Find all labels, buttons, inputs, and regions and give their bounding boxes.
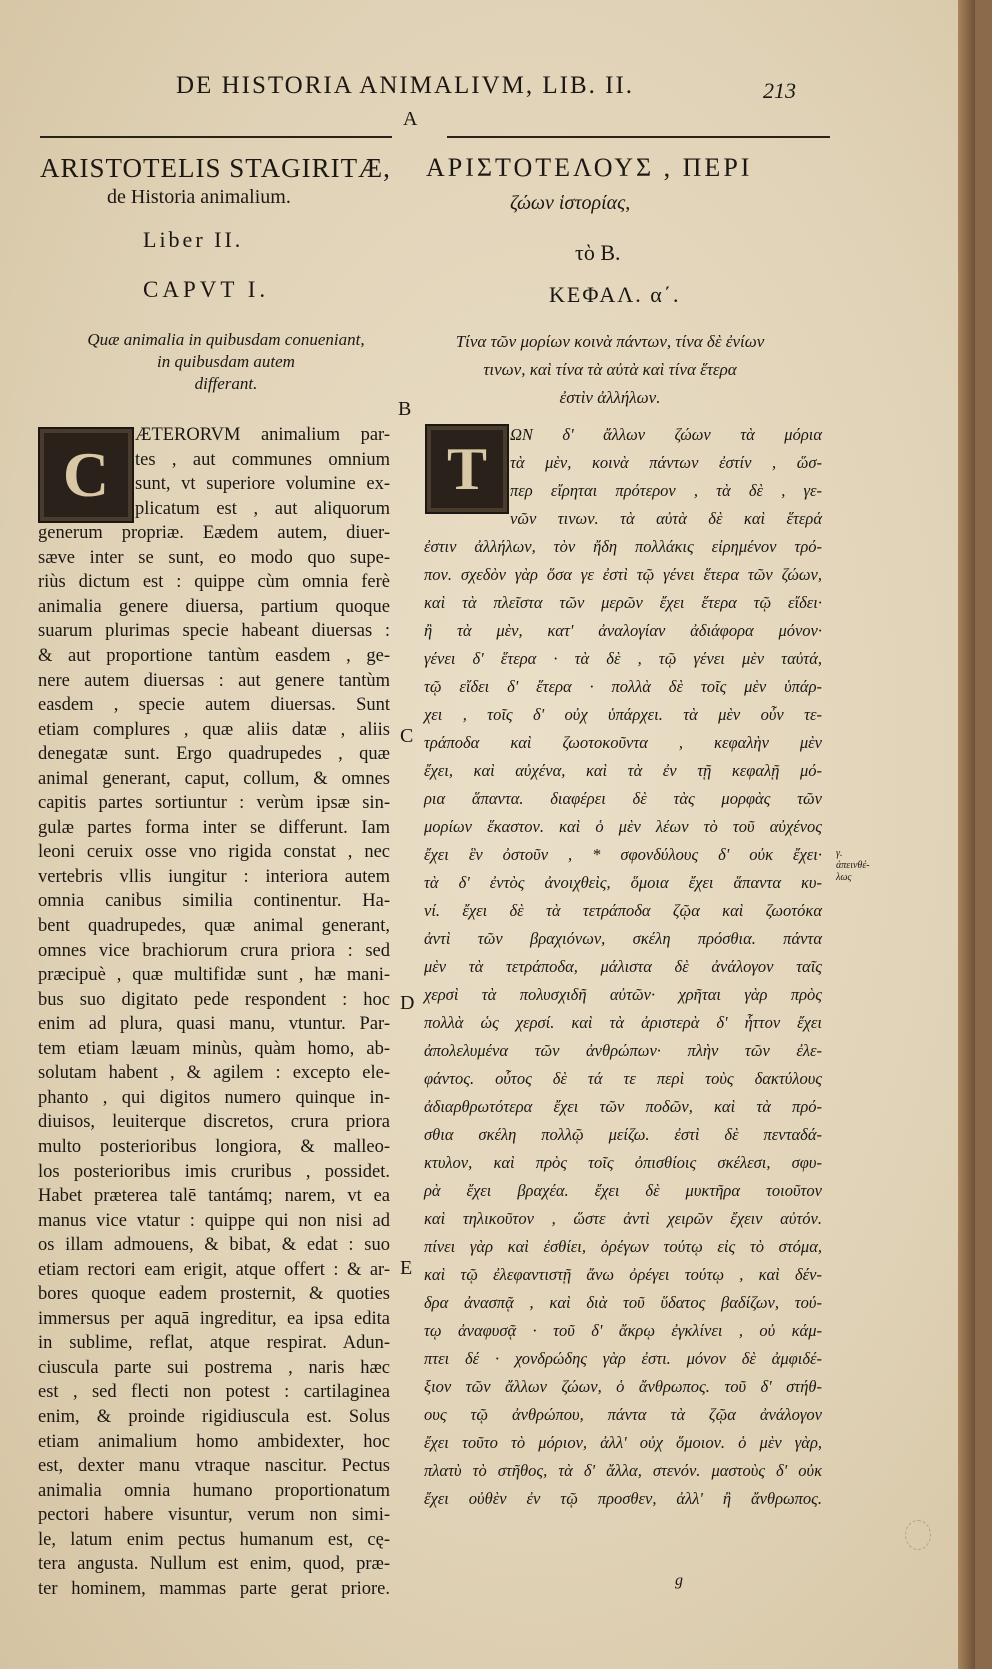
signature-mark: g (675, 1572, 683, 1589)
latin-text-line: tem etiam læuam minùs, quàm homo, ab- (38, 1038, 390, 1059)
greek-text-line: χει , τοῖς δ' οὐχ ὑπάρχει. τὰ μὲν οὖν τε- (424, 705, 822, 724)
greek-text-line: καὶ τηλικοῦτον , ὥστε ἀντὶ χειρῶν ἔχειν αὐτόν. (424, 1209, 822, 1228)
greek-text-line: πίνει γὰρ καὶ ἐσθίει, ὀρέγων τούτῳ εἰς τὸ στόμα, (424, 1237, 822, 1256)
latin-text-line: enim ad plura, quasi manu, vtuntur. Par- (38, 1014, 390, 1035)
greek-text-line: τῷ εἴδει δ' ἕτερα · πολλὰ δὲ τοῖς μὲν ὑπάρ- (424, 677, 822, 696)
running-title: DE HISTORIA ANIMALIVM, LIB. II. (176, 72, 635, 99)
greek-chapter-label: ΚΕΦΑΛ. α΄. (549, 282, 681, 307)
latin-text-line: etiam animalium homo ambidexter, hoc (38, 1431, 390, 1452)
latin-text-line: manus vice vtatur : quippe qui non nisi ad (38, 1210, 390, 1231)
greek-text-line: ἔχει, καὶ αὐχένα, καὶ τὰ ἐν τῇ κεφαλῇ μό- (424, 761, 822, 780)
greek-text-line: ἢ τὰ μὲν, κατ' ἀναλογίαν ἀδιάφορα μόνον· (424, 621, 822, 640)
latin-title: ARISTOTELIS STAGIRITÆ, (40, 153, 391, 183)
greek-rubric-line: ἐστὶν ἀλλήλων. (559, 388, 661, 407)
latin-text-line: ter hominem, mammas parte gerat priore. (38, 1578, 390, 1599)
latin-text-line: sæve inter se sunt, eo modo quo supe- (38, 547, 390, 568)
greek-rubric-line: τινων, καὶ τίνα τὰ αὐτὰ καὶ τίνα ἕτερα (483, 360, 737, 379)
margin-letter-c: C (400, 725, 414, 747)
latin-text-line: bent quadrupedes, quæ animal generant, (38, 916, 390, 936)
latin-text-line: denegatæ sunt. Ergo quadrupedes , quæ (38, 744, 390, 765)
latin-text-line: Habet præterea talē tantámq; narem, vt ea (38, 1186, 390, 1207)
latin-rubric-line: in quibusdam autem (157, 352, 295, 371)
latin-text-line: riùs dictum est : quippe cùm omnia ferè (38, 572, 390, 593)
greek-text-line: ἀδιαρθρωτότερα ἔχει τῶν ποδῶν, καὶ τὰ πρό- (424, 1097, 822, 1116)
latin-text-line: etiam complures , quæ aliis datæ , aliis (38, 719, 390, 740)
latin-chapter-label: CAPVT I. (143, 277, 270, 302)
latin-subtitle: de Historia animalium. (107, 186, 291, 208)
latin-text-line: omnes vice brachiorum crura priora : sed (38, 940, 390, 961)
latin-text-line: pectori habere visuntur, verum non simi- (38, 1505, 390, 1526)
latin-text-line: vertebris vllis iungitur : interiora autem (38, 866, 390, 887)
latin-text-line: est, dexter manu vtraque nascitur. Pectus (38, 1456, 390, 1477)
library-stamp (905, 1520, 931, 1550)
latin-text-line: tera angusta. Nullum est enim, quod, præ- (38, 1554, 390, 1575)
latin-text-line: ciuscula parte sui postrema , naris hæc (38, 1357, 390, 1378)
greek-text-line: πλατὺ τὸ στῆθος, τὰ δ' ἄλλα, στενόν. μαστοὺς δ' οὐκ (424, 1461, 822, 1480)
latin-text-line: ÆTERORVM animalium par- (135, 425, 390, 445)
greek-text-line: ρὰ ἔχει βραχέα. ἔχει δὲ μυκτῆρα τοιοῦτον (424, 1181, 822, 1200)
latin-text-line: multo posterioribus longiora, & malleo- (38, 1136, 390, 1157)
latin-text-line: enim, & proinde rigidiuscula est. Solus (38, 1407, 390, 1427)
greek-text-line: πτει δέ · χονδρώδης γὰρ ἐστι. μόνον δὲ ἀμφιδέ- (424, 1349, 822, 1368)
latin-dropcap: C (38, 427, 134, 523)
greek-text-line: τὰ μὲν, κοινὰ πάντων ἐστίν , ὥσ- (510, 453, 822, 472)
latin-text-line: capitis partes sortiuntur : verùm ipsæ sin- (38, 793, 390, 814)
greek-text-line: ρια ἅπαντα. διαφέρει δὲ τὰς μορφὰς τῶν (424, 789, 822, 808)
latin-text-line: præcipuè , quæ multifidæ sunt , hæ mani- (38, 965, 390, 986)
latin-text-line: gulæ partes forma inter se differunt. Iam (38, 817, 390, 838)
greek-text-line: τράποδα καὶ ζωοτοκοῦντα , κεφαλὴν μὲν (424, 733, 822, 752)
greek-text-line: φάντος. οὗτος δὲ τά τε περὶ τοὺς δακτύλους (424, 1069, 822, 1088)
latin-text-line: animalia genere diuersa, partium quoque (38, 596, 390, 617)
greek-dropcap: Τ (425, 424, 509, 514)
margin-gloss: γ. ἀπεινθέ-λως (836, 848, 870, 883)
greek-text-line: ἔχει ἓν ὀστοῦν , * σφονδύλους δ' οὐκ ἔχει· (424, 845, 822, 864)
greek-text-line: κτυλον, καὶ πρὸς τοῖς ὀπισθίοις σκέλεσι, σφυ- (424, 1153, 822, 1172)
greek-text-line: ἀντὶ τῶν βραχιόνων, σκέλη πρόσθια. πάντα (424, 929, 822, 948)
greek-text-line: ἔχει τοῦτο τὸ μόριον, ἀλλ' οὐχ ὅμοιον. ὁ μὲν γὰρ, (424, 1433, 822, 1452)
greek-text-line: νί. ἔχει δὲ τὰ τετράποδα ζῷα καὶ ζωοτόκα (424, 901, 822, 920)
latin-text-line: tes , aut communes omnium (135, 449, 390, 470)
header-rule-right (447, 136, 830, 138)
greek-subtitle: ζώων ἱστορίας, (510, 192, 631, 214)
header-rule-left (40, 136, 392, 138)
latin-text-line: suarum plurimas specie habeant diuersas : (38, 621, 390, 642)
greek-text-line: μὲν τὰ τετράποδα, μάλιστα δὲ ἀνάλογον ταῖς (424, 957, 822, 976)
latin-text-line: nere autem diuersas : aut genere tantùm (38, 670, 390, 691)
latin-text-line: bus suo digitato pede respondent : hoc (38, 989, 390, 1010)
page-number: 213 (763, 78, 796, 103)
greek-title: ΑΡΙΣΤΟΤΕΛΟΥΣ , ΠΕΡΙ (426, 153, 753, 182)
latin-text-line: est , sed flecti non potest : cartilaginea (38, 1382, 390, 1403)
latin-text-line: phanto , qui digitos numero quinque in- (38, 1087, 390, 1108)
greek-text-line: τὰ δ' ἐντὸς ἀνοιχθεὶς, ὅμοια ἔχει ἅπαντα κυ- (424, 873, 822, 892)
latin-text-line: immersus per aquā ingreditur, ea ipsa edita (38, 1308, 390, 1329)
latin-text-line: leoni ceruix osse vno rigida constat , nec (38, 842, 390, 863)
latin-book-label: Liber II. (143, 227, 244, 252)
latin-text-line: & aut proportione tantùm easdem , ge- (38, 645, 390, 666)
latin-text-line: los posterioribus imis cruribus , possidet. (38, 1161, 390, 1182)
page-edge (958, 0, 975, 1669)
latin-text-line: animalia omnia humano proportionatum (38, 1480, 390, 1501)
margin-letter-d: D (400, 992, 415, 1014)
latin-text-line: os illam admouens, & bibat, & edat : suo (38, 1235, 390, 1256)
latin-rubric-line: Quæ animalia in quibusdam conueniant, (87, 330, 365, 349)
latin-text-line: animal generant, caput, collum, & omnes (38, 768, 390, 789)
section-marker-a: A (403, 108, 418, 130)
greek-text-line: δρα ἀνασπᾷ , καὶ διὰ τοῦ ὕδατος βαδίζων, τού- (424, 1293, 822, 1312)
margin-letter-b: B (398, 398, 412, 420)
latin-text-line: sunt, vt superiore volumine ex- (135, 474, 390, 495)
greek-text-line: ἐστιν ἀλλήλων, τὸν ἤδη πολλάκις εἰρημένον τρό- (424, 537, 822, 556)
greek-text-line: καὶ τῷ ἐλεφαντιστῇ ἄνω ὀρέγει τούτῳ , καὶ δέν- (424, 1265, 822, 1284)
greek-text-line: μορίων ἕκαστον. καὶ ὁ μὲν λέων τὸ τοῦ αὐχένος (424, 817, 822, 836)
latin-text-line: bores quoque eadem prosternit, & quoties (38, 1284, 390, 1305)
greek-text-line: σθια σκέλη πολλῷ μείζω. ἐστὶ δὲ πενταδά- (424, 1125, 822, 1144)
latin-text-line: le, latum enim pectus humanum est, cę- (38, 1529, 390, 1550)
greek-text-line: περ εἴρηται πρότερον , τὰ δὲ , γε- (510, 481, 822, 500)
latin-text-line: diuisos, leuiterque discretos, crura priora (38, 1112, 390, 1133)
greek-text-line: ἀπολελυμένα τῶν ἀνθρώπων· πλὴν τῶν ἐλε- (424, 1041, 822, 1060)
latin-text-line: in sublime, reflat, atque respirat. Adun- (38, 1333, 390, 1354)
greek-text-line: πολλὰ ὡς χερσί. καὶ τὰ ἀριστερὰ δ' ἧττον ἔχει (424, 1013, 822, 1032)
greek-rubric-line: Τίνα τῶν μορίων κοινὰ πάντων, τίνα δὲ ἐνίων (455, 332, 765, 351)
greek-text-line: νῶν τινων. τὰ αὐτὰ δὲ καὶ ἕτερά (510, 509, 822, 528)
greek-text-line: ους τῷ ἀνθρώπου, πάντα τὰ ζῷα ἀνάλογον (424, 1405, 822, 1424)
latin-text-line: omnia canibus similia continentur. Ha- (38, 891, 390, 912)
greek-text-line: γένει δ' ἕτερα · τὰ δὲ , τῷ γένει μὲν ταὐτά, (424, 649, 822, 668)
latin-text-line: easdem , specie autem diuersas. Sunt (38, 695, 390, 716)
latin-text-line: generum propriæ. Eædem autem, diuer- (38, 523, 390, 544)
greek-text-line: ΩΝ δ' ἄλλων ζώων τὰ μόρια (510, 425, 822, 444)
greek-text-line: πον. σχεδὸν γὰρ ὅσα γε ἐστὶ τῷ γένει ἕτερα τῶν ζώων, (424, 565, 822, 584)
greek-text-line: ξιον τῶν ἄλλων ζώων, ὁ ἄνθρωπος. τοῦ δ' στήθ- (424, 1377, 822, 1396)
greek-text-line: χερσὶ τὰ πολυσχιδῆ αὐτῶν· χρῆται γὰρ πρὸς (424, 985, 822, 1004)
greek-text-line: τῳ ἀναφυσᾷ · τοῦ δ' ἄκρῳ ἐγκλίνει , οὐ κάμ- (424, 1321, 822, 1340)
latin-text-line: etiam rectori eam erigit, atque offert : & ar- (38, 1259, 390, 1280)
greek-text-line: καὶ τὰ πλεῖστα τῶν μερῶν ἔχει ἕτερα τῷ εἴδει· (424, 593, 822, 612)
latin-text-line: solutam habent , & agilem : excepto ele- (38, 1063, 390, 1084)
greek-book-label: τὸ Β. (575, 240, 621, 265)
greek-text-line: ἔχει οὐθὲν ἐν τῷ προσθεν, ἀλλ' ἢ ἄνθρωπος. (424, 1489, 822, 1508)
margin-letter-e: E (400, 1257, 413, 1279)
latin-rubric-line: differant. (194, 374, 258, 393)
latin-text-line: plicatum est , aut aliquorum (135, 498, 390, 519)
